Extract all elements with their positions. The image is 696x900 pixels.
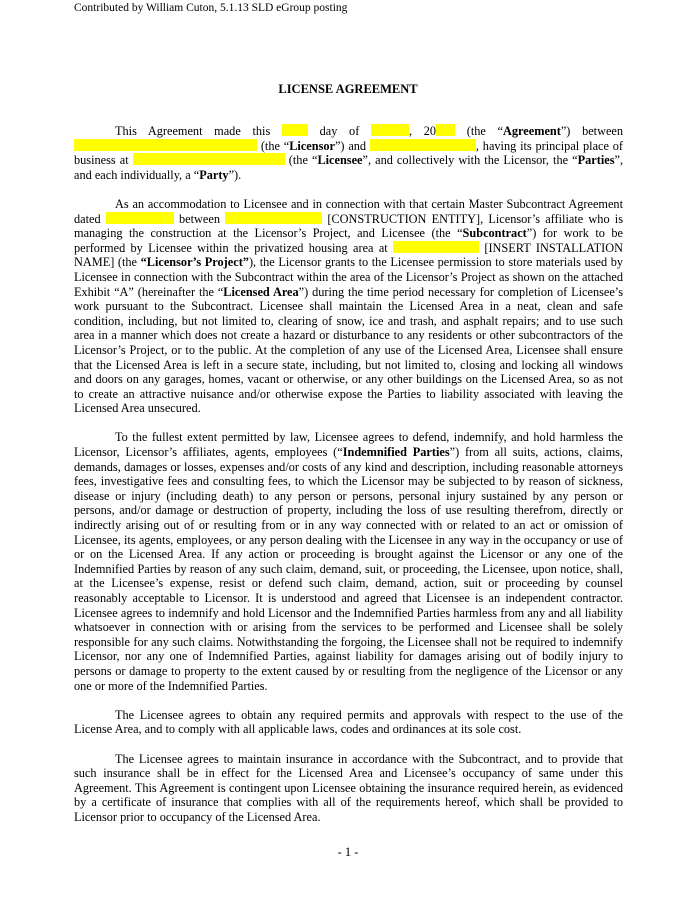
paragraph-insurance: The Licensee agrees to maintain insurance in accordance with the Subcontract, and to provide that such insurance shall be in effect for the Licensed Area and Licensee’s occupancy of same under this Agreement. This Agreement is contingent upon Licensee obtaining the insurance required herein, as evidenced by a certificate of insurance that complies with all of the requirements hereof, which shall be provided to Licensor prior to occupancy of the Licensed Area. <box>74 751 623 824</box>
defined-term-licensee: Licensee <box>317 153 363 168</box>
blank-month-field[interactable] <box>371 124 409 136</box>
blank-installation-field[interactable] <box>393 241 479 253</box>
text: As an accommodation to Licensee and in connection with that certain Master Subcontract Agreement dated <box>74 196 623 226</box>
text: , having its principal place of business at <box>74 138 623 168</box>
blank-year-field[interactable] <box>436 124 455 136</box>
text: (the “ <box>288 153 318 168</box>
text: (the “ <box>260 138 290 153</box>
document-title: LICENSE AGREEMENT <box>278 82 418 96</box>
text: To the fullest extent permitted by law, Licensee agrees to defend, indemnify, and hold harmless the Licensor, Licensor’s affiliates, agents, employees (“ <box>74 430 623 460</box>
defined-term-licensed-area: Licensed Area <box>223 284 299 299</box>
blank-licensee-field[interactable] <box>370 139 476 151</box>
text: (the “ <box>466 124 504 138</box>
text: ”) for work to be performed by Licensee within the privatized housing area at <box>74 226 623 255</box>
text: ”) from all suits, actions, claims, demands, damages or losses, expenses and/or costs of any kind and description, including reasonable attorneys fees, investigative fees and consulting fees, to which the Licensor may be subjected to by reason of sickness, disease or injury (including death) to any person or persons, personal injury sustained by any person or persons, and/or damage or destruction of property, including the loss of use resulting therefrom, directly or indirectly arising out of or resulting from or in any way connected with or related to an act or omission of Licensee, its agents, employees, or any person dealing with the Licensee in any way in the occupancy or use of or on the Licensed Area. If any action or proceeding is brought against the Licensor or any one of the Indemnified Parties by reason of any such claim, demand, suit, or proceeding, the Licensee, upon notice, shall, at the Licensee’s expense, resist or defend such claim, demand, action, suit or proceeding by counsel reasonably acceptable to Licensor. It is understood and agreed that Licensee is an independent contractor. Licensee agrees to indemnify and hold Licensor and the Indemnified Parties harmless from any and all liability whatsoever in connection with or arising from the services to be performed and Licensee shall be solely responsible for any such claims. Notwithstanding the forgoing, the Licensee shall not be required to indemnify Licensor, nor any one of Indemnified Parties, against liability for damages arising out of bodily injury to persons or damage to property to the extent caused by or resulting from the negligence of the Licensor or any one or more of the Indemnified Parties. <box>74 445 623 693</box>
text: , 20 <box>409 124 437 138</box>
blank-date-field[interactable] <box>106 212 174 224</box>
blank-day-field[interactable] <box>282 124 308 136</box>
text: between <box>179 211 220 226</box>
text: ”) and <box>334 138 367 153</box>
defined-term-subcontract: Subcontract <box>462 226 527 241</box>
defined-term-licensors-project: “Licensor’s Project” <box>140 255 249 270</box>
defined-term-agreement: Agreement <box>503 124 561 138</box>
header-note: Contributed by William Cuton, 5.1.13 SLD eGroup posting <box>74 2 348 14</box>
text: day of <box>319 124 360 138</box>
defined-term-indemnified-parties: Indemnified Parties <box>342 445 450 460</box>
text: ), the Licensor grants to the Licensee permission to store materials used by Licensee in connection with the Subcontract within the area of the Licensor’s Project as shown on the attached Exhibit “A” (hereinafter the “ <box>74 255 623 299</box>
blank-licensor-field[interactable] <box>74 139 257 151</box>
paragraph-parties <box>74 124 623 182</box>
document-body <box>74 124 623 825</box>
defined-term-party: Party <box>199 167 229 182</box>
text: ”). <box>228 167 242 182</box>
defined-term-parties: Parties <box>577 153 615 168</box>
blank-address-field[interactable] <box>133 153 285 165</box>
text: [INSERT INSTALLATION NAME] (the <box>74 240 623 270</box>
text: This Agreement made this <box>115 124 271 138</box>
text: ”) during the time period necessary for completion of Licensee’s work pursuant to the Subcontract. Licensee shall maintain the Licensed Area in a neat, clean and safe condition, including, but not limited to, clearing of snow, ice and trash, and asphalt repairs; and to use such area in a manner which does not create a hazard or disturbance to any residents or other subcontractors of the Licensor’s Project, or to the public. At the completion of any use of the Licensed Area, Licensee shall ensure that the Licensed Area is left in a secure state, including, but not limited to, closing and locking all windows and doors on any garages, homes, vacant or otherwise, or any other buildings on the Licensed Area, so as not to create an attractive nuisance and/or otherwise expose the Parties to liability associated with leaving the Licensed Area unsecured. <box>74 284 624 416</box>
text: ”, and each individually, a “ <box>74 153 624 182</box>
defined-term-licensor: Licensor <box>289 138 335 153</box>
blank-construction-entity-field[interactable] <box>225 212 322 224</box>
page-number: - 1 - <box>337 845 359 859</box>
text: [CONSTRUCTION ENTITY], Licensor’s affiliate who is managing the construction at the Licensor’s Project, and Licensee (the “ <box>74 211 623 241</box>
paragraph-permits: The Licensee agrees to obtain any required permits and approvals with respect to the use of the License Area, and to comply with all applicable laws, codes and ordinances at its sole cost. <box>74 707 623 737</box>
paragraph-license-grant <box>74 197 623 416</box>
paragraph-indemnification <box>74 430 623 693</box>
text: ”, and collectively with the Licensor, the “ <box>362 153 578 168</box>
text: ”) between <box>560 124 624 138</box>
